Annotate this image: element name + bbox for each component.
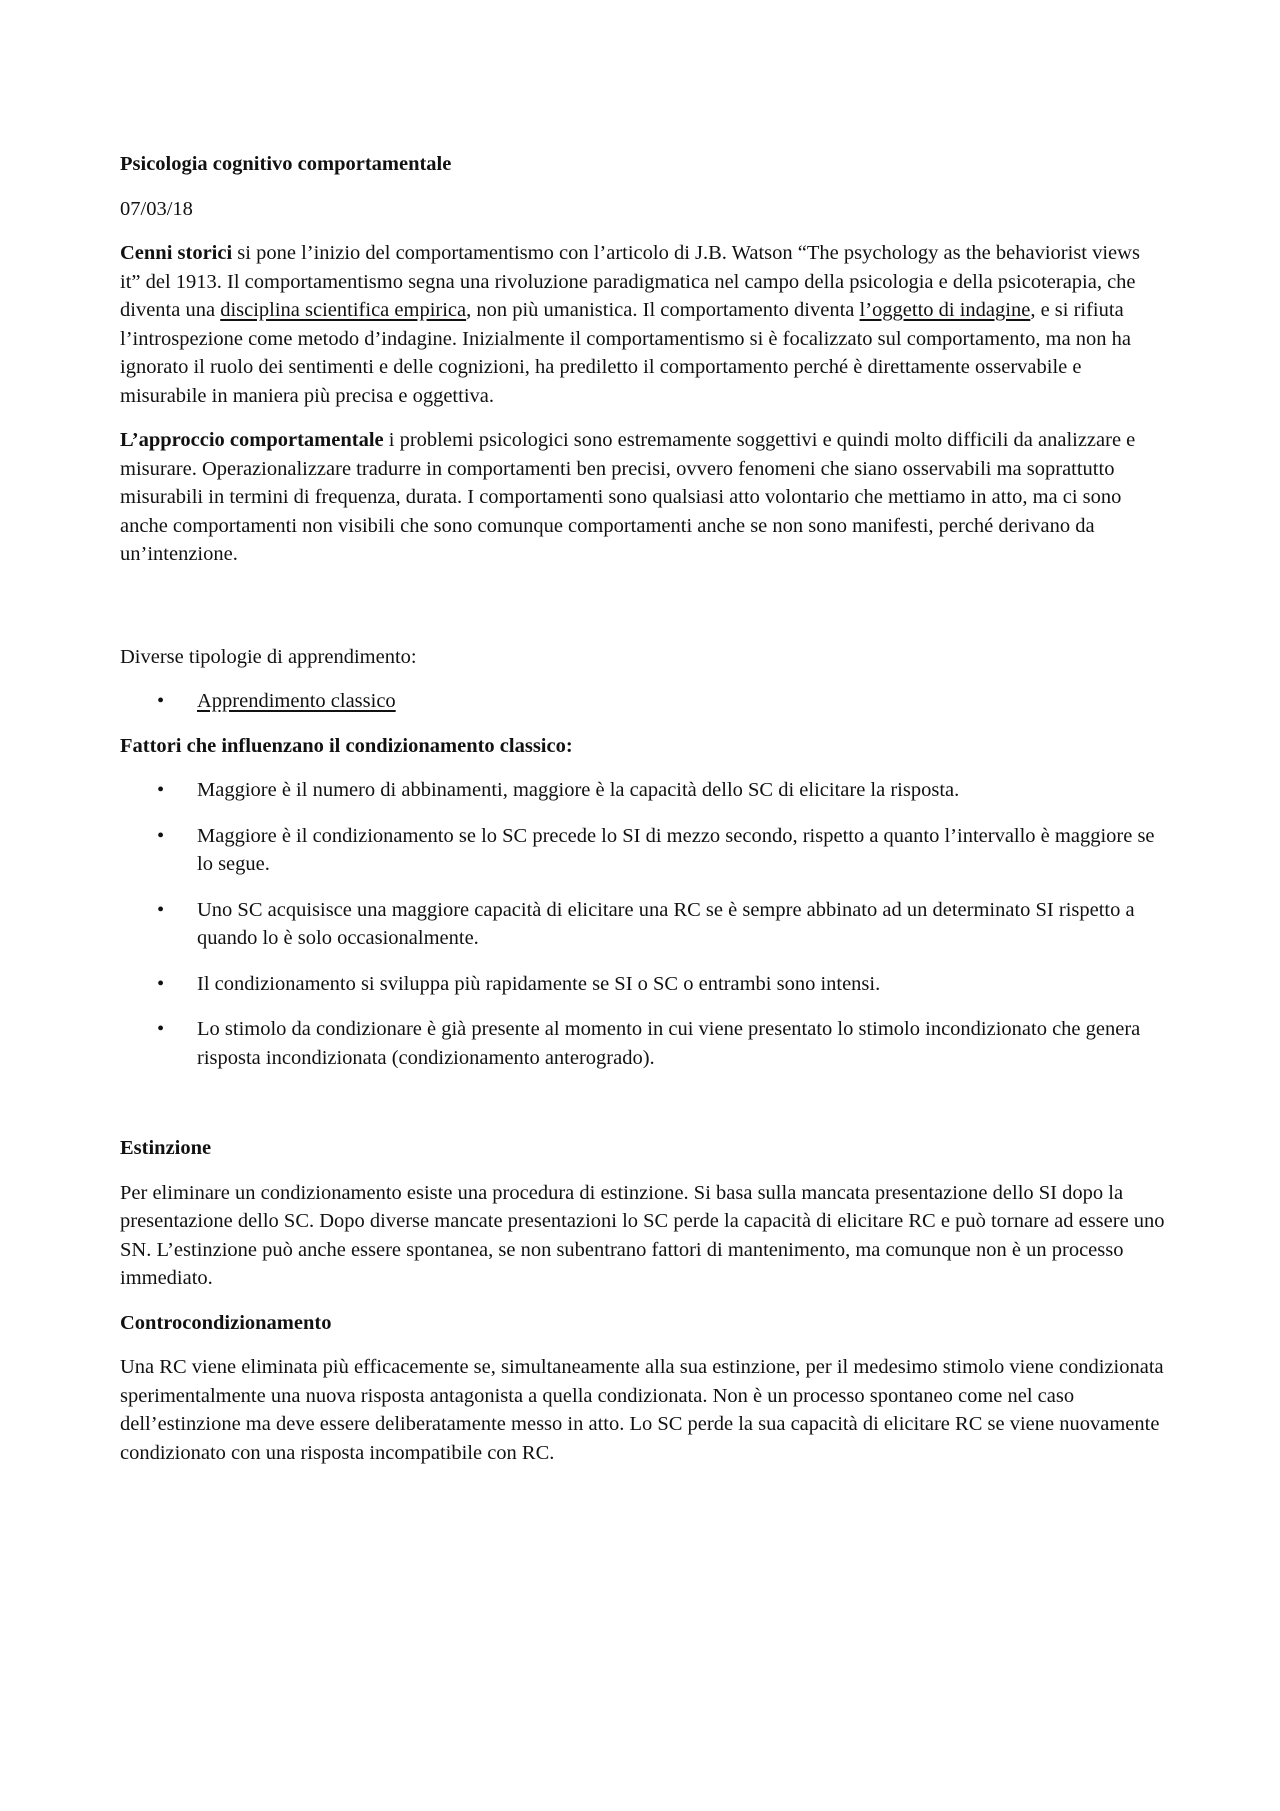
document-page xyxy=(120,150,1165,1483)
list-item xyxy=(120,970,1165,999)
approccio-text: i problemi psicologici sono estremamente soggettivi e quindi molto difficili da analizzare e misurare. Operazionalizzare tradurre in comportamenti ben precisi, ovvero fenomeni che siano osservabili ma soprattutto misurabili in termini di frequenza, durata. I comportamenti sono qualsiasi atto volontario che mettiamo in atto, ma ci sono anche comportamenti non visibili che sono comunque comportamenti anche se non sono manifesti, perché derivano da un’intenzione. xyxy=(120,429,1136,565)
bullet-icon: • xyxy=(157,824,165,847)
approccio-label: L’approccio comportamentale xyxy=(120,429,384,451)
fattori-list xyxy=(120,776,1165,1072)
tipologie-intro: Diverse tipologie di apprendimento: xyxy=(120,645,417,668)
document-title: Psicologia cognitivo comportamentale xyxy=(120,153,452,175)
spacer xyxy=(120,585,1165,643)
document-date: 07/03/18 xyxy=(120,197,193,220)
cenni-text-1: si pone l’inizio del comportamentismo con l’articolo di J.B. Watson “The psychology as the behaviorist views it” del 1913. Il comportamentismo segna una rivoluzione paradigmatica nel campo della psicologia e della psicoterapia, che diventa una xyxy=(120,242,1140,321)
list-item xyxy=(120,896,1165,953)
bullet-icon: • xyxy=(157,1018,165,1040)
bullet-icon: • xyxy=(157,898,165,921)
underlined-disciplina: disciplina scientifica empirica xyxy=(220,299,467,321)
cenni-text-3: , e si rifiuta l’introspezione come metodo d’indagine. Inizialmente il comportamentismo si è focalizzato sul comportamento, ma non ha ignorato il ruolo dei sentimenti e delle cognizioni, ha prediletto il comportamento perché è direttamente osservabile e misurabile in maniera più precisa e oggettiva. xyxy=(120,299,1132,407)
controcondizionamento-paragraph: Una RC viene eliminata più efficacemente se, simultaneamente alla sua estinzione, per il medesimo stimolo viene condizionata sperimentalmente una nuova risposta antagonista a quella condizionata. Non è un processo spontaneo come nel caso dell’estinzione ma deve essere deliberatamente messo in atto. Lo SC perde la sua capacità di elicitare RC se viene nuovamente condizionato con una risposta incompatibile con RC. xyxy=(120,1356,1164,1464)
list-item-text: Apprendimento classico xyxy=(197,690,396,712)
estinzione-paragraph: Per eliminare un condizionamento esiste una procedura di estinzione. Si basa sulla mancata presentazione dello SI dopo la presentazione dello SC. Dopo diverse mancate presentazioni lo SC perde la capacità di elicitare RC e può tornare ad essere uno SN. L’estinzione può anche essere spontanea, se non subentrano fattori di mantenimento, ma comunque non è un processo immediato. xyxy=(120,1181,1165,1289)
list-item xyxy=(120,822,1165,879)
bullet-icon: • xyxy=(157,972,165,995)
cenni-storici-label: Cenni storici xyxy=(120,242,233,264)
cenni-storici-paragraph xyxy=(120,239,1165,410)
approccio-paragraph xyxy=(120,426,1165,569)
list-item-text: Maggiore è il condizionamento se lo SC precede lo SI di mezzo secondo, rispetto a quanto l’intervallo è maggiore se lo segue. xyxy=(197,824,1155,875)
estinzione-heading: Estinzione xyxy=(120,1137,212,1159)
list-item-text: Lo stimolo da condizionare è già presente al momento in cui viene presentato lo stimolo incondizionato che genera risposta incondizionata (condizionamento anterogrado). xyxy=(197,1018,1141,1069)
list-item-text: Il condizionamento si sviluppa più rapidamente se SI o SC o entrambi sono intensi. xyxy=(197,972,881,995)
list-item xyxy=(120,1015,1165,1072)
list-item xyxy=(120,776,1165,805)
fattori-heading: Fattori che influenzano il condizionamento classico: xyxy=(120,734,573,757)
tipologie-list xyxy=(120,687,1165,716)
bullet-icon: • xyxy=(157,690,165,712)
spacer xyxy=(120,1088,1165,1134)
list-item-text: Maggiore è il numero di abbinamenti, maggiore è la capacità dello SC di elicitare la risposta. xyxy=(197,779,960,801)
cenni-text-2: , non più umanistica. Il comportamento diventa xyxy=(466,299,860,321)
controcondizionamento-heading: Controcondizionamento xyxy=(120,1311,332,1334)
list-item-text: Uno SC acquisisce una maggiore capacità di elicitare una RC se è sempre abbinato ad un determinato SI rispetto a quando lo è solo occasionalmente. xyxy=(197,898,1135,949)
list-item xyxy=(120,687,1165,716)
bullet-icon: • xyxy=(157,779,165,801)
underlined-oggetto: l’oggetto di indagine xyxy=(859,299,1031,321)
